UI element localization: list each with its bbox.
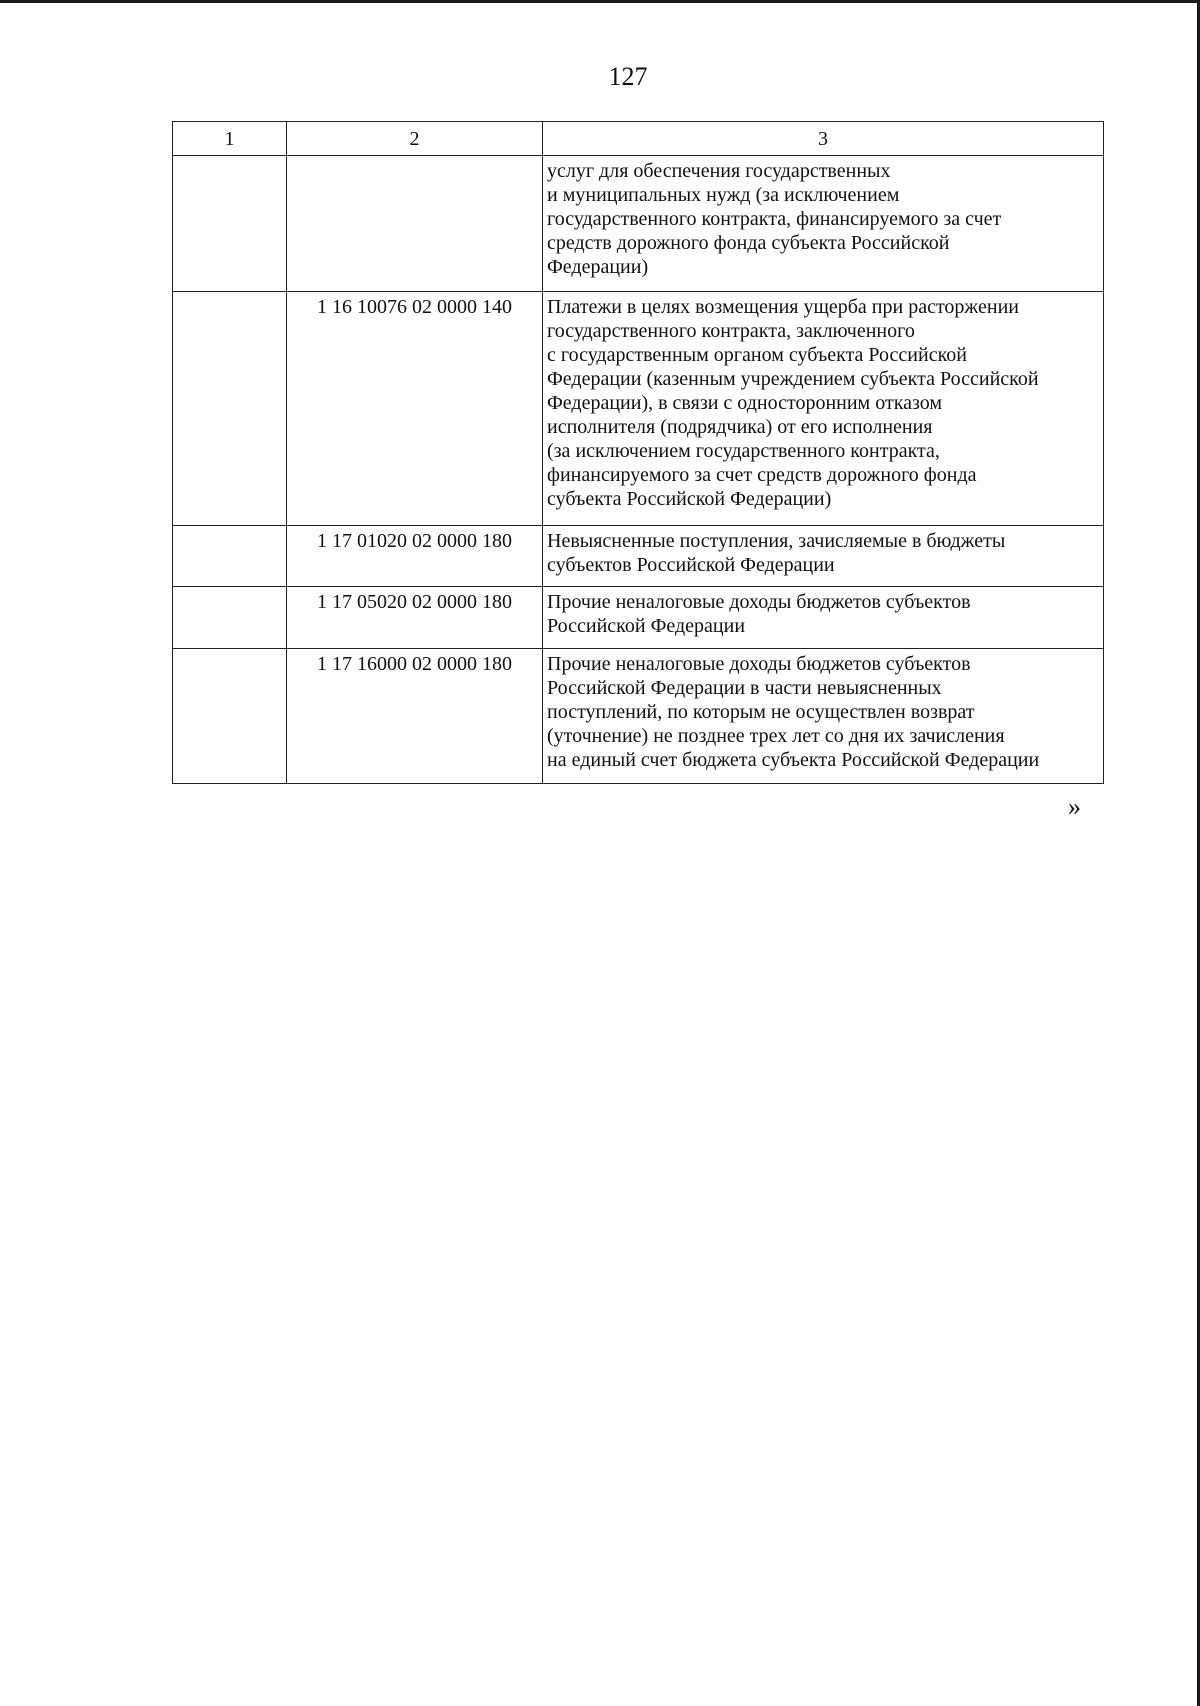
table-row (173, 587, 1104, 649)
scan-border-top (0, 0, 1200, 3)
row-col1-cell (173, 526, 287, 587)
table-header-row (173, 122, 1104, 156)
budget-code-cell: 1 17 16000 02 0000 180 (287, 649, 543, 784)
description-cell: Платежи в целях возмещения ущерба при расторжении государственного контракта, заключенного с государственным органом субъекта Российской Федерации (казенным учреждением субъекта Российской Федерации), в связи с односторонним отказом исполнителя (подрядчика) от его исполнения (за исключением государственного контракта, финансируемого за счет средств дорожного фонда субъекта Российской Федерации) (543, 292, 1104, 526)
description-cell: услуг для обеспечения государственных и муниципальных нужд (за исключением государственного контракта, финансируемого за счет средств дорожного фонда субъекта Российской Федерации) (543, 156, 1104, 292)
table-row (173, 649, 1104, 784)
header-col-3: 3 (543, 122, 1104, 156)
page-number: 127 (608, 62, 648, 91)
budget-codes-table (172, 121, 1104, 784)
description-cell: Невыясненные поступления, зачисляемые в бюджеты субъектов Российской Федерации (543, 526, 1104, 587)
row-col1-cell (173, 292, 287, 526)
table-row (173, 156, 1104, 292)
row-col1-cell (173, 587, 287, 649)
row-col1-cell (173, 649, 287, 784)
closing-quote-mark: » (1068, 792, 1081, 821)
budget-code-cell: 1 17 05020 02 0000 180 (287, 587, 543, 649)
row-col1-cell (173, 156, 287, 292)
description-cell: Прочие неналоговые доходы бюджетов субъектов Российской Федерации (543, 587, 1104, 649)
header-col-2: 2 (287, 122, 543, 156)
budget-code-cell: 1 16 10076 02 0000 140 (287, 292, 543, 526)
table-row (173, 292, 1104, 526)
budget-code-cell: 1 17 01020 02 0000 180 (287, 526, 543, 587)
table-row (173, 526, 1104, 587)
description-cell: Прочие неналоговые доходы бюджетов субъектов Российской Федерации в части невыясненных поступлений, по которым не осуществлен возврат (уточнение) не позднее трех лет со дня их зачисления на единый счет бюджета субъекта Российской Федерации (543, 649, 1104, 784)
header-col-1: 1 (173, 122, 287, 156)
budget-code-cell (287, 156, 543, 292)
